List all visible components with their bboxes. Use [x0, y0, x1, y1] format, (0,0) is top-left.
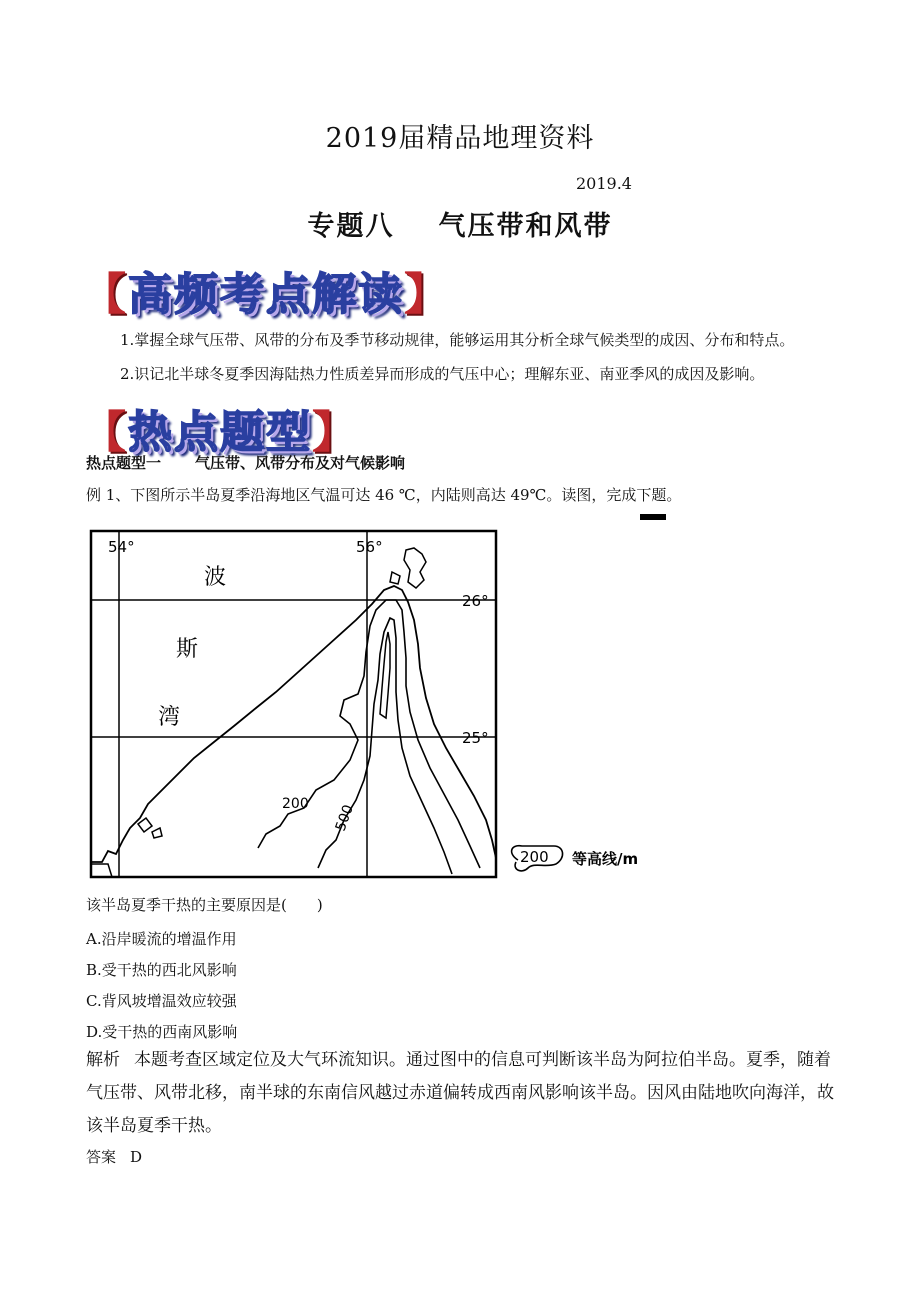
section-heading [86, 452, 405, 473]
banner-bracket-close: 】 [404, 269, 450, 320]
sea-label-char: 斯 [176, 637, 199, 662]
banner-key-points [82, 258, 450, 322]
section-label: 热点题型一 [86, 454, 162, 472]
lat-label-25: 25° [462, 729, 489, 747]
cape-island [390, 572, 400, 584]
analysis-block [86, 1044, 838, 1143]
lon-label-56: 56° [356, 538, 383, 556]
example-text: 例 1、下图所示半岛夏季沿海地区气温可达 46 ℃，内陆则高达 49℃。读图，完成下题。 [86, 486, 682, 504]
question-stem: 该半岛夏季干热的主要原因是( ) [86, 896, 323, 914]
legend-text: 等高线/m [572, 850, 639, 868]
banner-bracket-open: 【 [82, 407, 128, 458]
banner-text: 热点题型 [128, 407, 312, 458]
contour-200 [258, 600, 480, 868]
topic-title [0, 204, 920, 243]
contour-label-500: 500 [332, 802, 357, 834]
section-title: 气压带、风带分布及对气候影响 [195, 454, 406, 472]
legend-value: 200 [520, 848, 549, 866]
key-point-1: 1.掌握全球气压带、风带的分布及季节移动规律，能够运用其分析全球气候类型的成因、分布和特点。 [120, 331, 795, 349]
option-a: A.沿岸暖流的增温作用 [86, 930, 237, 948]
option-d: D.受干热的西南风影响 [86, 1023, 238, 1041]
topic-name: 气压带和风带 [438, 211, 613, 242]
banner-bracket-close: 】 [312, 407, 358, 458]
dash-mark [640, 514, 666, 520]
banner-bracket-open: 【 [82, 269, 128, 320]
bay-bottom [91, 864, 112, 877]
document-date: 2019.4 [576, 174, 632, 193]
lat-label-26: 26° [462, 592, 489, 610]
key-point-2: 2.识记北半球冬夏季因海陆热力性质差异而形成的气压中心；理解东亚、南亚季风的成因及影响。 [120, 365, 765, 383]
small-island [152, 828, 162, 838]
contour-label-200: 200 [282, 796, 309, 812]
banner-text: 高频考点解读 [128, 269, 404, 320]
answer-block [86, 1146, 142, 1167]
cape-island [404, 548, 426, 588]
analysis-label: 解析 [86, 1050, 120, 1070]
sea-label-char: 波 [204, 565, 227, 590]
answer-label: 答案 [86, 1148, 117, 1166]
banner-hot-topics [82, 396, 358, 460]
document-title: 2019届精品地理资料 [325, 123, 595, 154]
lon-label-54: 54° [108, 538, 135, 556]
option-b: B.受干热的西北风影响 [86, 961, 237, 979]
analysis-text: 本题考查区域定位及大气环流知识。通过图中的信息可判断该半岛为阿拉伯半岛。夏季，随着气压带、风带北移，南半球的东南信风越过赤道偏转成西南风影响该半岛。因风由陆地吹向海洋，故该半岛夏季干热。 [86, 1050, 834, 1136]
answer-value: D [130, 1148, 143, 1166]
peninsula-map [88, 528, 688, 880]
small-island [138, 818, 152, 832]
coastline [91, 586, 496, 862]
option-c: C.背风坡增温效应较强 [86, 992, 237, 1010]
topic-prefix: 专题八 [307, 211, 395, 242]
sea-label-char: 湾 [158, 705, 181, 730]
